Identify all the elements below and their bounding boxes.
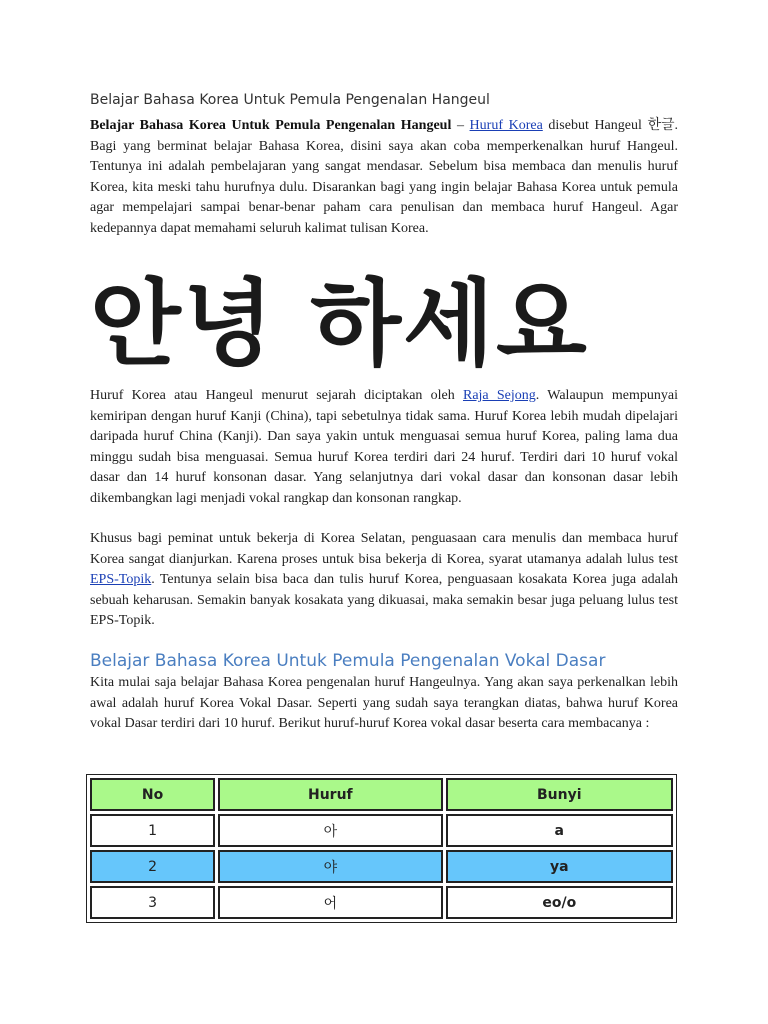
cell-no: 1: [90, 814, 215, 847]
header-bunyi: Bunyi: [446, 778, 673, 811]
header-huruf: Huruf: [218, 778, 442, 811]
intro-dash: –: [451, 118, 470, 133]
header-no: No: [90, 778, 215, 811]
para2-before: Huruf Korea atau Hangeul menurut sejarah diciptakan oleh: [90, 388, 463, 403]
intro-bold-lead: Belajar Bahasa Korea Untuk Pemula Pengenalan Hangeul: [90, 118, 452, 133]
history-paragraph: [90, 386, 678, 510]
para2-after: . Walaupun mempunyai kemiripan dengan huruf Kanji (China), tapi sebetulnya tidak sama. Huruf Korea lebih mudah dipelajari daripada huruf China (Kanji). Dan saya yakin untuk menguasai semua huruf Korea, paling lama dua minggu sudah bisa menguasai. Semua huruf Korea terdiri dari 24 huruf. Terdiri dari 10 huruf vokal dasar dan 14 huruf konsonan dasar. Yang selanjutnya dari vokal dasar dan konsonan dasar lebih dikembangkan lagi menjadi vokal rangkap dan konsonan rangkap.: [90, 388, 678, 506]
vokal-intro-paragraph: Kita mulai saja belajar Bahasa Korea pengenalan huruf Hangeulnya. Yang akan saya perkenalkan lebih awal adalah huruf Korea Vokal Dasar. Seperti yang sudah saya terangkan diatas, bahwa huruf Korea vokal Dasar terdiri dari 10 huruf. Berikut huruf-huruf Korea vokal dasar beserta cara membacanya :: [90, 675, 678, 732]
cell-bunyi: a: [446, 814, 673, 847]
cell-huruf: 야: [218, 850, 442, 883]
table-row: [90, 814, 673, 847]
intro-paragraph: [90, 116, 678, 240]
para3-before: Khusus bagi peminat untuk bekerja di Korea Selatan, penguasaan cara menulis dan membaca huruf Korea sangat dianjurkan. Karena proses untuk bisa bekerja di Korea, syarat utamanya adalah lulus test: [90, 531, 678, 567]
cell-no: 2: [90, 850, 215, 883]
table-header-row: [90, 778, 673, 811]
link-raja-sejong[interactable]: Raja Sejong: [462, 388, 536, 403]
table-row: [90, 886, 673, 919]
cell-no: 3: [90, 886, 215, 919]
eps-paragraph: [90, 529, 678, 632]
link-huruf-korea[interactable]: Huruf Korea: [469, 118, 543, 133]
section-heading: Belajar Bahasa Korea Untuk Pemula Pengenalan Vokal Dasar: [90, 651, 606, 671]
link-eps-topik[interactable]: EPS-Topik: [90, 572, 152, 588]
cell-bunyi: ya: [446, 850, 673, 883]
intro-text: disebut Hangeul 한글. Bagi yang berminat belajar Bahasa Korea, disini saya akan coba memperkenalkan huruf Hangeul. Tentunya ini adalah pembelajaran yang sangat mendasar. Sebelum bisa membaca dan menulis huruf Korea, kita meski tahu hurufnya dulu. Disarankan bagi yang ingin belajar Bahasa Korea untuk pemula agar mempelajari sampai benar-benar paham cara penulisan dan membaca huruf Hangeul. Agar kedepannya dapat memahami seluruh kalimat tulisan Korea.: [90, 118, 679, 236]
cell-huruf: 어: [218, 886, 442, 919]
cell-huruf: 아: [218, 814, 442, 847]
vokal-table: [86, 774, 677, 923]
hangul-greeting-image: 안녕 하세요: [90, 270, 589, 379]
document-title: Belajar Bahasa Korea Untuk Pemula Pengenalan Hangeul: [90, 92, 490, 108]
table-row: [90, 850, 673, 883]
para3-after: . Tentunya selain bisa baca dan tulis huruf Korea, penguasaan kosakata Korea juga adalah sebuah keharusan. Semakin banyak kosakata yang dikuasai, maka semakin besar juga peluang lulus test EPS-Topik.: [90, 572, 678, 629]
cell-bunyi: eo/o: [446, 886, 673, 919]
